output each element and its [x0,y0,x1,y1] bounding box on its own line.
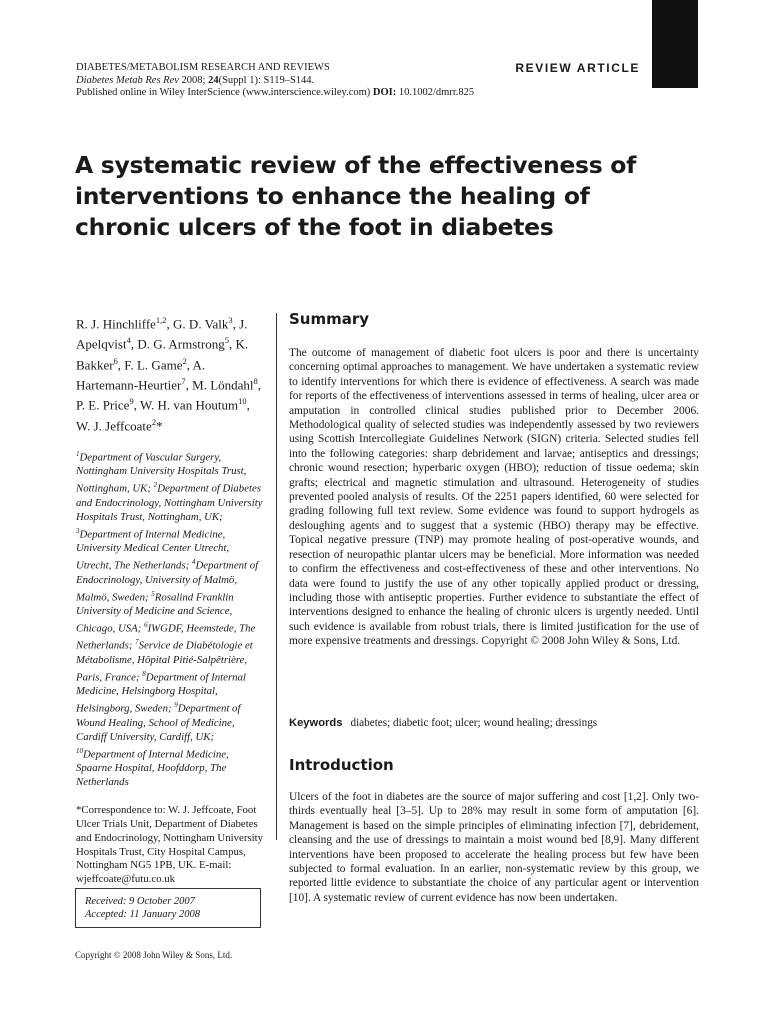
article-title: A systematic review of the effectiveness of interventions to enhance the healing of chronic ulcers of the foot in diabetes [75,151,637,241]
doi-label: DOI: [372,87,397,98]
journal-name: DIABETES/METABOLISM RESEARCH AND REVIEWS [76,62,330,73]
accepted-date: Accepted: 11 January 2008 [85,909,200,920]
corner-tab [652,0,698,88]
article-type: REVIEW ARTICLE [515,61,640,75]
summary-heading: Summary [289,310,370,328]
summary-section [289,310,699,649]
footer-copyright: Copyright © 2008 John Wiley & Sons, Ltd. [75,950,233,960]
citation-pages: (Suppl 1): S119–S144. [218,74,315,86]
received-date: Received: 9 October 2007 [85,896,195,907]
author-list: R. J. Hinchliffe$^{1,2}$, G. D. Valk$^3$, J. Apelqvist$^4$, D. G. Armstrong$^5$, K. Bakker$^6$, F. L. Game$^2$, A. Hartemann-Heurtier$^7$, M. Löndahl$^8$, P. E. Price$^9$, W. H. van Houtum$^{10}$, W. J. Jeffcoate$^2$* [76,315,262,433]
affiliations: $^1$Department of Vascular Surgery, Nottingham University Hospitals Trust, Nottingham, UK; $^2$Department of Diabetes and Endocrinology, Nottingham University Hospitals Trust, Nottingham, UK; $^3$Department of Internal Medicine, University Medical Center Utrecht, Utrecht, The Netherlands; $^4$Department of Endocrinology, University of Malmö, Malmö, Sweden; $^5$Rosalind Franklin University of Medicine and Science, Chicago, USA; $^6$IWGDF, Heemstede, The Netherlands; $^7$Service de Diabétologie et Métabolisme, Hôpital Pitié-Salpêtrière, Paris, France; $^8$Department of Internal Medicine, Helsingborg Hospital, Helsingborg, Sweden; $^9$Department of Wound Healing, School of Medicine, Cardiff University, Cardiff, UK; $^{10}$Department of Internal Medicine, Spaarne Hospital, Hoofddorp, The Netherlands [76,449,263,788]
publication-line [76,87,636,100]
citation-abbrev: Diabetes Metab Res Rev [76,74,179,86]
summary-text: The outcome of management of diabetic foot ulcers is poor and there is uncertainty concerning optimal approaches to management. We have undertaken a systematic review to identify interventions for which there is evidence of effectiveness. A search was made for reports of the effectiveness of interventions assessed in terms of healing, ulcer area or amputation in controlled clinical studies published prior to December 2006. Methodological quality of selected studies was independently assessed by two reviewers using Scottish Intercollegiate Guidelines Network (SIGN) criteria. Selected studies fell into the following categories: sharp debridement and larvae; antiseptics and dressings; chronic wound resection; hyperbaric oxygen (HBO); reduction of tissue oedema; skin grafts; electrical and magnetic stimulation and ultrasound. Heterogeneity of studies prevented pooled analysis of results. Of the 2251 papers identified, 60 were selected for grading following full text review. Some evidence was found to support hydrogels as desloughing agents and to suggest that a systemic (HBO) therapy may be effective. Topical negative pressure (TNP) may promote healing of post-operative wounds, and resection of neuropathic plantar ulcers may be beneficial. More information was needed to confirm the effectiveness and cost-effectiveness of these and other interventions. No data were found to justify the use of any other topically applied product or dressing, including those with antiseptic properties. Further evidence to substantiate the effect of interventions designed to enhance the healing of chronic ulcers is urgently needed. Until such evidence is available from robust trials, there is limited justification for the use of more expensive treatments and dressings. Copyright © 2008 John Wiley & Sons, Ltd. [289,347,699,648]
introduction-text: Ulcers of the foot in diabetes are the source of major suffering and cost [1,2]. Only two-thirds eventually heal [3–5]. Up to 28% may result in some form of amputation [6]. Management is based on the simple principles of eliminating infection [7], debridement, cleansing and the use of dressings to maintain a moist wound bed [8,9]. Many different interventions have been proposed to accelerate the healing process but few have been subjected to formal evaluation. In an earlier, non-systematic review by this group, we reported little evidence to substantiate the choice of any particular agent or intervention [10]. A systematic review of current evidence has now been undertaken. [289,791,699,904]
dates-box [75,888,261,928]
introduction-heading: Introduction [289,756,394,774]
keywords-list: diabetes; diabetic foot; ulcer; wound healing; dressings [350,717,598,729]
correspondence: *Correspondence to: W. J. Jeffcoate, Foot Ulcer Trials Unit, Department of Diabetes and Endocrinology, Nottingham University Hospitals Trust, City Hospital Campus, Nottingham NG5 1PB, UK. E-mail: wjeffcoate@futu.co.uk [76,803,264,886]
doi[interactable]: 10.1002/dmrr.825 [396,87,475,98]
citation-volume: 24 [208,74,219,86]
keywords [289,717,699,729]
author-column [76,312,266,887]
published-online: Published online in Wiley InterScience (www.interscience.wiley.com) [76,87,373,98]
keywords-label: Keywords [289,717,343,729]
citation-year: 2008; [178,74,209,86]
citation [76,75,636,88]
introduction-section [289,756,699,905]
column-divider [276,313,277,840]
